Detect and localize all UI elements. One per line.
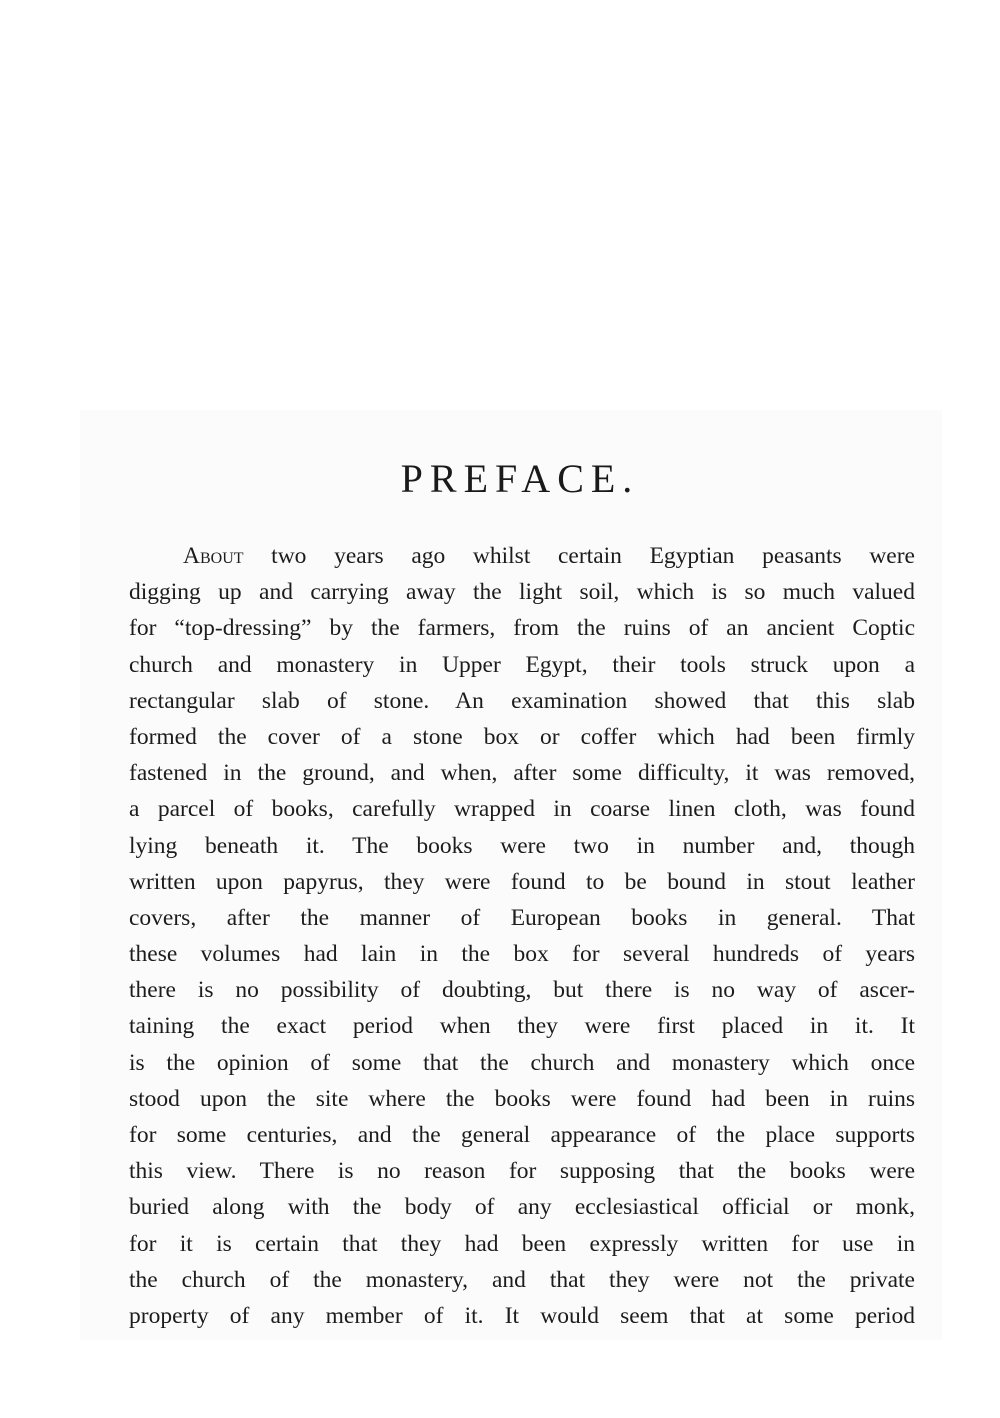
text-line: written upon papyrus, they were found to be bound in stout leather (129, 868, 915, 895)
text-line: covers, after the manner of European books in general. That (129, 904, 915, 931)
text-line: fastened in the ground, and when, after some difficulty, it was removed, (129, 760, 915, 787)
text-line: taining the exact period when they were first placed in it. It (129, 1013, 915, 1040)
page-title: PREFACE. (400, 455, 640, 501)
text-line: digging up and carrying away the light soil, which is so much valued (129, 579, 915, 606)
text-line: for “top-dressing” by the farmers, from the ruins of an ancient Coptic (129, 615, 915, 642)
text-line: stood upon the site where the books were found had been in ruins (129, 1085, 915, 1112)
text-line: lying beneath it. The books were two in number and, though (129, 832, 915, 859)
preface-paragraph (129, 538, 915, 1334)
text-line: property of any member of it. It would seem that at some period (129, 1302, 915, 1329)
text-line: church and monastery in Upper Egypt, their tools struck upon a (129, 651, 915, 678)
text-line: buried along with the body of any ecclesiastical official or monk, (129, 1194, 915, 1221)
text-line: the church of the monastery, and that they were not the private (129, 1266, 915, 1293)
text-line: there is no possibility of doubting, but there is no way of ascer- (129, 977, 915, 1004)
text-line: a parcel of books, carefully wrapped in coarse linen cloth, was found (129, 796, 915, 823)
text-line: for it is certain that they had been expressly written for use in (129, 1230, 915, 1257)
text-line: for some centuries, and the general appearance of the place supports (129, 1122, 915, 1148)
text-line: is the opinion of some that the church and monastery which once (129, 1049, 915, 1076)
text-line: rectangular slab of stone. An examination showed that this slab (129, 687, 915, 714)
text-line (129, 538, 915, 574)
drop-word: About (183, 543, 244, 569)
text-line: these volumes had lain in the box for several hundreds of years (129, 941, 915, 968)
text-line-content: two years ago whilst certain Egyptian peasants were (243, 543, 915, 569)
text-line: this view. There is no reason for supposing that the books were (129, 1158, 915, 1185)
text-line: formed the cover of a stone box or coffer which had been firmly (129, 723, 915, 750)
